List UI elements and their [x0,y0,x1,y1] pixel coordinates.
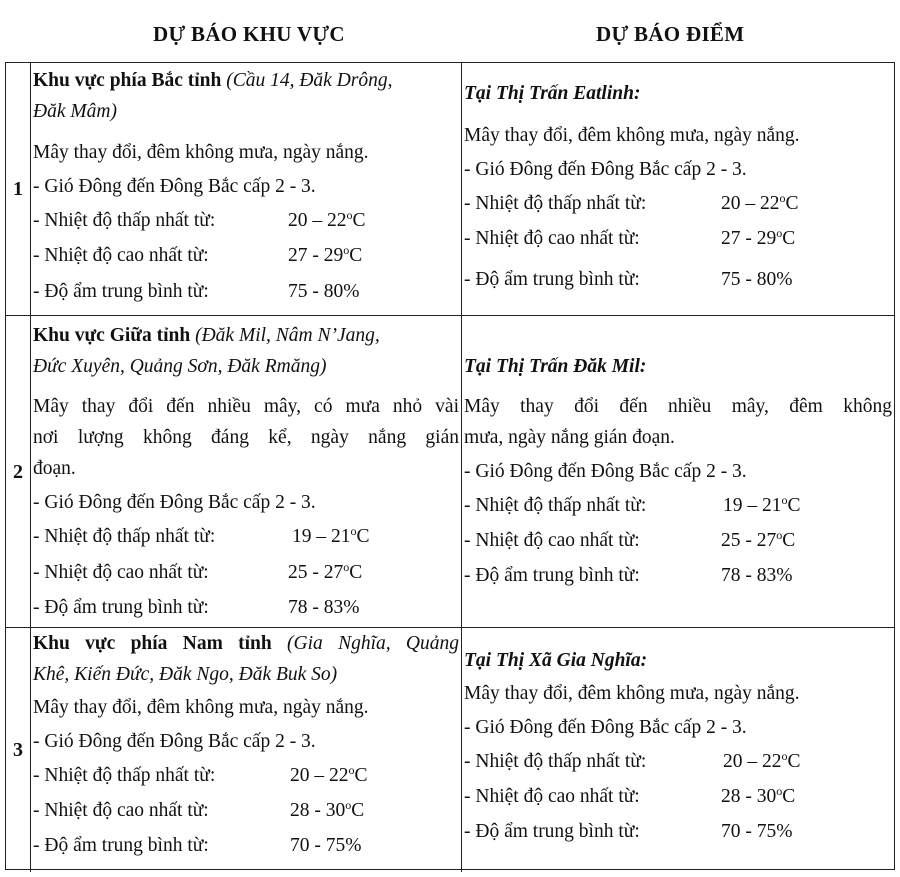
forecast-table [5,62,895,870]
area-humidity-value: 70 - 75% [290,835,362,856]
table-header [0,0,900,62]
area-places-cont: Đức Xuyên, Quảng Sơn, Đăk Rmăng) [33,356,327,377]
point-forecast-cell [462,316,894,628]
point-humidity-value: 70 - 75% [721,821,793,842]
point-title: Tại Thị Trấn Eatlinh: [464,83,641,104]
point-tmin-value: 20 – 22$^o$C [721,191,799,214]
area-humidity-label: - Độ ẩm trung bình từ: [33,281,209,302]
area-tmax-label: - Nhiệt độ cao nhất từ: [33,800,209,821]
point-wind: - Gió Đông đến Đông Bắc cấp 2 - 3. [464,461,747,482]
area-places: (Cầu 14, Đăk Drông, [226,70,393,91]
point-wind: - Gió Đông đến Đông Bắc cấp 2 - 3. [464,159,747,180]
point-weather: Mây thay đổi đến nhiều mây, đêm không [464,396,892,417]
area-humidity-label: - Độ ẩm trung bình từ: [33,597,209,618]
point-tmin-label: - Nhiệt độ thấp nhất từ: [464,193,647,214]
area-tmin-label: - Nhiệt độ thấp nhất từ: [33,210,216,231]
area-places: (Gia Nghĩa, Quảng [287,633,460,654]
area-weather-cont: đoạn. [33,458,76,479]
point-title: Tại Thị Xã Gia Nghĩa: [464,650,648,671]
area-humidity-value: 75 - 80% [288,281,360,302]
area-tmin-label: - Nhiệt độ thấp nhất từ: [33,526,216,547]
area-weather: Mây thay đổi đến nhiều mây, có mưa nhỏ vài [33,396,459,417]
point-title: Tại Thị Trấn Đăk Mil: [464,356,647,377]
area-weather: Mây thay đổi, đêm không mưa, ngày nắng. [33,142,369,163]
point-humidity-label: - Độ ẩm trung bình từ: [464,821,640,842]
row-number: 3 [6,628,31,872]
point-humidity-label: - Độ ẩm trung bình từ: [464,269,640,290]
area-forecast-cell [31,628,462,872]
area-humidity-value: 78 - 83% [288,597,360,618]
area-title: Khu vực phía Nam tỉnh [33,633,272,654]
area-title: Khu vực Giữa tỉnh [33,325,191,346]
area-tmax-value: 27 - 29$^o$C [288,243,363,266]
area-tmin-value: 20 – 22$^o$C [290,763,368,786]
area-tmin-value: 19 – 21$^o$C [292,524,370,547]
area-weather: Mây thay đổi, đêm không mưa, ngày nắng. [33,697,369,718]
row-number: 2 [6,316,31,628]
table-row [6,63,894,315]
area-forecast-cell [31,63,462,315]
point-humidity-value: 75 - 80% [721,269,793,290]
area-places-cont: Khê, Kiến Đức, Đăk Ngo, Đăk Buk So) [33,664,338,685]
area-wind: - Gió Đông đến Đông Bắc cấp 2 - 3. [33,176,316,197]
header-area-forecast: DỰ BÁO KHU VỰC [153,22,345,46]
header-point-forecast: DỰ BÁO ĐIỂM [596,22,745,46]
point-tmin-value: 20 – 22$^o$C [723,749,801,772]
area-places: (Đăk Mil, Nâm N’Jang, [195,325,380,346]
area-wind: - Gió Đông đến Đông Bắc cấp 2 - 3. [33,492,316,513]
point-tmax-label: - Nhiệt độ cao nhất từ: [464,530,640,551]
point-tmax-label: - Nhiệt độ cao nhất từ: [464,228,640,249]
point-humidity-value: 78 - 83% [721,565,793,586]
point-tmin-value: 19 – 21$^o$C [723,493,801,516]
point-wind: - Gió Đông đến Đông Bắc cấp 2 - 3. [464,717,747,738]
area-tmin-value: 20 – 22$^o$C [288,208,366,231]
area-tmin-label: - Nhiệt độ thấp nhất từ: [33,765,216,786]
point-weather: Mây thay đổi, đêm không mưa, ngày nắng. [464,683,800,704]
area-tmax-value: 28 - 30$^o$C [290,798,365,821]
area-places-cont: Đăk Mâm) [33,101,117,122]
area-wind: - Gió Đông đến Đông Bắc cấp 2 - 3. [33,731,316,752]
point-forecast-cell [462,628,894,872]
area-title: Khu vực phía Bắc tỉnh [33,70,222,91]
area-title-line [33,325,380,347]
point-weather-cont: mưa, ngày nắng gián đoạn. [464,427,675,448]
point-tmin-label: - Nhiệt độ thấp nhất từ: [464,495,647,516]
point-tmax-value: 28 - 30$^o$C [721,784,796,807]
area-tmax-value: 25 - 27$^o$C [288,560,363,583]
point-tmin-label: - Nhiệt độ thấp nhất từ: [464,751,647,772]
area-humidity-label: - Độ ẩm trung bình từ: [33,835,209,856]
area-forecast-cell [31,316,462,628]
area-tmax-label: - Nhiệt độ cao nhất từ: [33,245,209,266]
row-number: 1 [6,63,31,315]
table-row [6,315,894,628]
table-row [6,627,894,872]
area-weather-cont: nơi lượng không đáng kể, ngày nắng gián [33,427,459,448]
area-tmax-label: - Nhiệt độ cao nhất từ: [33,562,209,583]
point-humidity-label: - Độ ẩm trung bình từ: [464,565,640,586]
point-tmax-label: - Nhiệt độ cao nhất từ: [464,786,640,807]
point-forecast-cell [462,63,894,315]
point-weather: Mây thay đổi, đêm không mưa, ngày nắng. [464,125,800,146]
point-tmax-value: 25 - 27$^o$C [721,528,796,551]
point-tmax-value: 27 - 29$^o$C [721,226,796,249]
area-title-line [33,633,459,655]
area-title-line [33,70,393,92]
